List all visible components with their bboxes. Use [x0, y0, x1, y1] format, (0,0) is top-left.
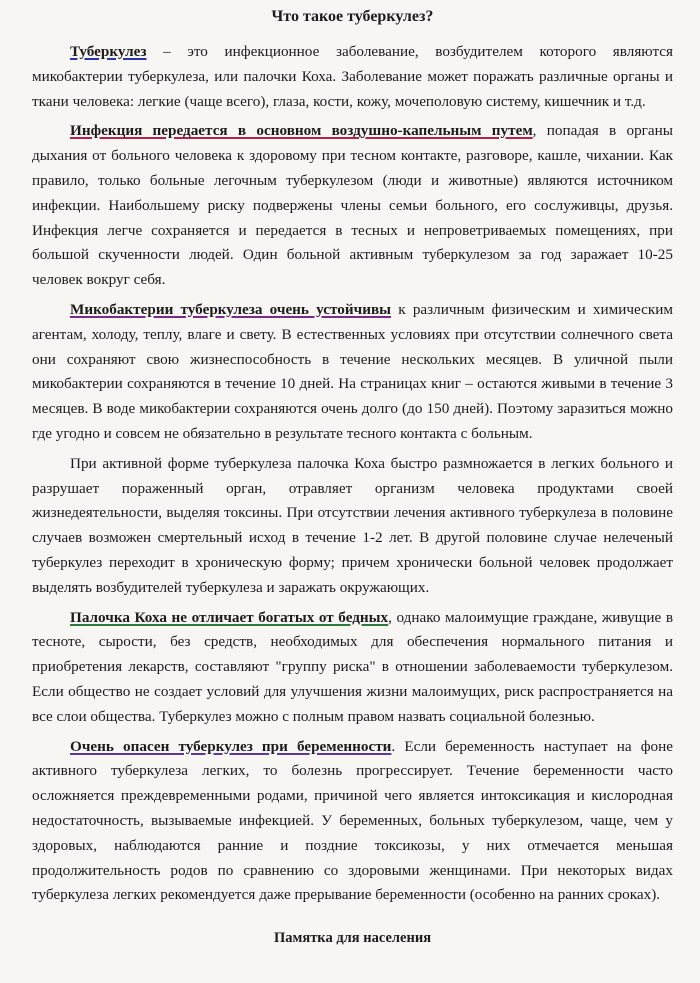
paragraph-pregnancy — [32, 735, 673, 909]
paragraph-lead: Микобактерии туберкулеза очень устойчивы — [70, 300, 392, 318]
paragraph-definition — [32, 40, 673, 114]
paragraph-lead: Инфекция передается в основном воздушно-капельным путем — [70, 122, 533, 140]
paragraph-text: , однако малоимущие граждане, живущие в тесноте, сырости, без средств, необходимых для обеспечения нормального питания и приобретения лекарств, составляют "группу риска" в отношении заболеваемости туберкулезом. Если общество не создает условий для улучшения жизни малоимущих, риск распространяется на все слои общества. Туберкулез можно с полным правом назвать социальной болезнью. — [32, 608, 673, 725]
footer-title: Памятка для населения — [273, 930, 432, 947]
paragraph-text: . Если беременность наступает на фоне активного туберкулеза легких, то болезнь прогрессирует. Течение беременности часто осложняется преждевременными родами, причиной чего является интоксикация и кислородная недостаточность, вызываемые инфекцией. У беременных, больных туберкулезом, чаще, чем у здоровых, наблюдаются ранние и поздние токсикозы, у них отмечается меньшая продолжительность родов по сравнению со здоровыми женщинами. При некоторых видах туберкулеза легких рекомендуется даже прерывание беременности (особенно на ранних сроках). — [32, 737, 673, 904]
paragraph-resistance — [32, 298, 673, 447]
paragraph-lead: Палочка Коха не отличает богатых от бедных — [70, 608, 389, 626]
paragraph-text: – это инфекционное заболевание, возбудителем которого являются микобактерии туберкулеза, или палочки Коха. Заболевание может поражать различные органы и ткани человека: легкие (чаще всего), глаза, кости, кожу, мочеполовую систему, кишечник и т.д. — [32, 43, 673, 110]
paragraph-text: При активной форме туберкулеза палочка Коха быстро размножается в легких больного и разрушает пораженный орган, отравляет организм человека продуктами своей жизнедеятельности, выделяя токсины. При отсутствии лечения активного туберкулеза в половине случаев возможен смертельный исход в течение 1-2 лет. В другой половине случае нелеченый туберкулез переходит в хроническую форму; причем хронически больной человек продолжает выделять возбудителей туберкулеза и заражать окружающих. — [32, 454, 673, 596]
paragraph-active-form — [32, 452, 673, 601]
paragraph-text: , попадая в органы дыхания от больного человека к здоровому при тесном контакте, разговоре, кашле, чихании. Как правило, только больные легочным туберкулезом (люди и животные) являются источником инфекции. Наибольшему риску подвержены члены семьи больного, его сослуживцы, друзья. Инфекция легче сохраняется и передается в тесных и непроветриваемых помещениях, при большой скученности людей. Один больной активным туберкулезом за год заражает 10-25 человек вокруг себя. — [32, 122, 673, 289]
paragraph-social — [32, 606, 673, 730]
paragraph-text: к различным физическим и химическим агентам, холоду, теплу, влаге и свету. В естественных условиях при отсутствии солнечного света они сохраняют свою жизнеспособность в течение нескольких месяцев. В уличной пыли микобактерии сохраняются в течение 10 дней. На страницах книг – остаются живыми в течение 3 месяцев. В воде микобактерии сохраняются очень долго (до 150 дней). Поэтому заразиться можно где угодно и совсем не обязательно в результате тесного контакта с больным. — [32, 300, 673, 442]
paragraph-lead: Туберкулез — [70, 43, 147, 60]
page-title: Что такое туберкулез? — [271, 8, 434, 25]
paragraph-lead: Очень опасен туберкулез при беременности — [70, 737, 392, 755]
paragraph-transmission — [32, 119, 673, 293]
